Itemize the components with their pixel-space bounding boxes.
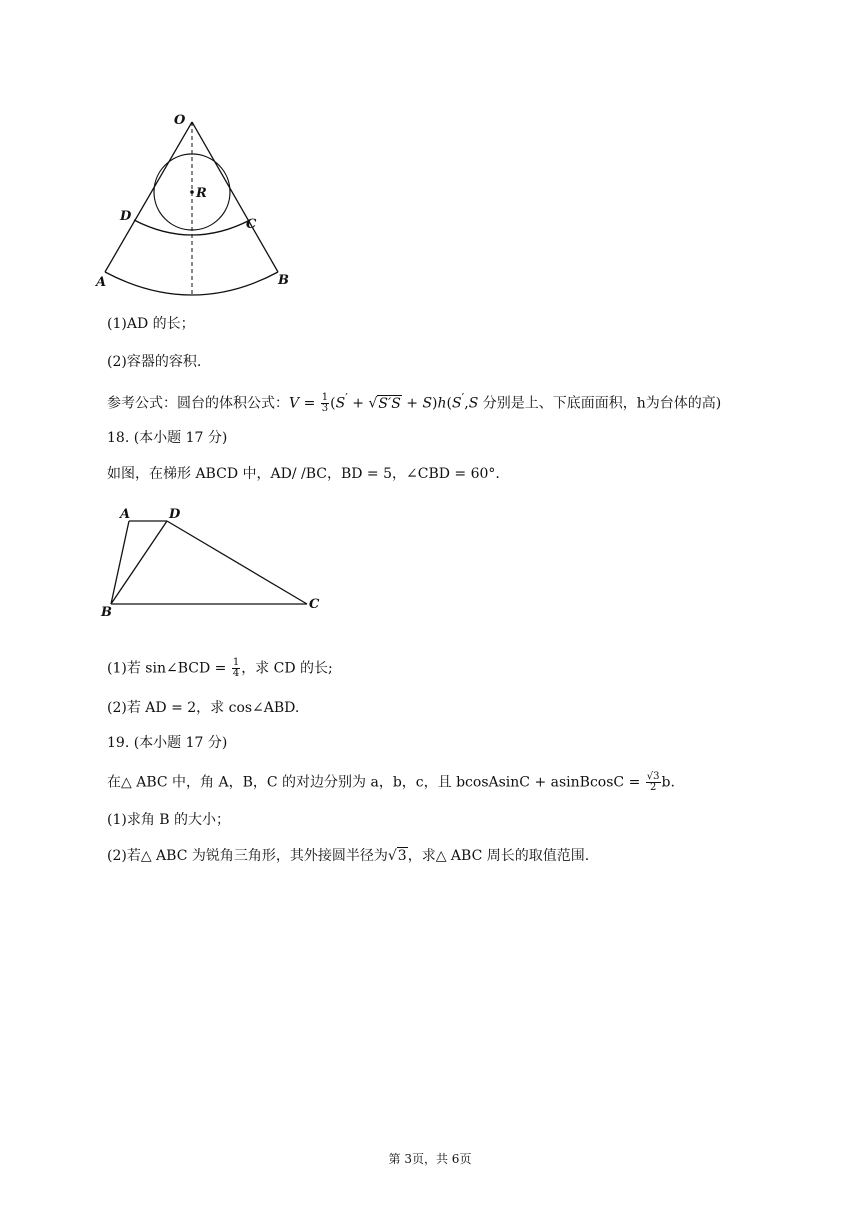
q17-reference-formula: 参考公式：圆台的体积公式：V = $\frac{1}{3}$ (S′ + √S′S + S)h(S′,S 分别是上、下底面面积，h为台体的高) (107, 391, 722, 415)
label-B: B (101, 605, 112, 620)
q17-part2: (2)容器的容积. (107, 354, 202, 370)
label-C: C (309, 597, 320, 612)
ref-prefix: 参考公式：圆台的体积公式： (107, 395, 289, 412)
page-footer: 第 3页，共 6页 (388, 1152, 472, 1166)
q17-part1: (1)AD 的长； (107, 316, 195, 332)
center-point (190, 190, 194, 194)
q19-header: 19. (本小题 17 分) (107, 735, 228, 751)
q18-part2: (2)若 AD = 2，求 cos∠ABD. (107, 700, 300, 716)
fraction-sqrt3-over-2: $\frac{√3}{2}$ (646, 771, 660, 793)
q19-part1: (1)求角 B 的大小； (107, 812, 231, 828)
q18-header: 18. (本小题 17 分) (107, 430, 228, 446)
label-A: A (96, 275, 107, 290)
q19-stem: 在△ ABC 中，角 A，B，C 的对边分别为 a，b，c，且 bcosAsinC + asinBcosC = $\frac{√3}{2}$ b. (107, 771, 675, 793)
label-A: A (120, 507, 131, 522)
edge-DC (167, 521, 307, 604)
figure-sector-cone (90, 110, 310, 300)
ref-suffix: 分别是上、下底面面积，h为台体的高) (482, 395, 722, 412)
q18-part1: (1)若 sin∠BCD = $\frac{1}{4}$ ，求 CD 的长; (107, 657, 333, 679)
edge-OA (105, 122, 192, 272)
fraction-one-third: $\frac{1}{3}$ (321, 392, 329, 415)
label-O: O (174, 113, 186, 128)
label-R: R (196, 186, 207, 201)
q19-part2: (2)若△ ABC 为锐角三角形，其外接圆半径为√3，求△ ABC 周长的取值范围. (107, 848, 590, 864)
label-C: C (246, 217, 257, 232)
figure-trapezoid (95, 502, 335, 622)
label-D: D (169, 507, 181, 522)
label-D: D (120, 209, 132, 224)
q18-stem: 如图，在梯形 ABCD 中，AD/ /BC，BD = 5，∠CBD = 60°. (107, 466, 500, 482)
fraction-one-quarter: $\frac{1}{4}$ (232, 657, 240, 679)
label-B: B (278, 273, 289, 288)
